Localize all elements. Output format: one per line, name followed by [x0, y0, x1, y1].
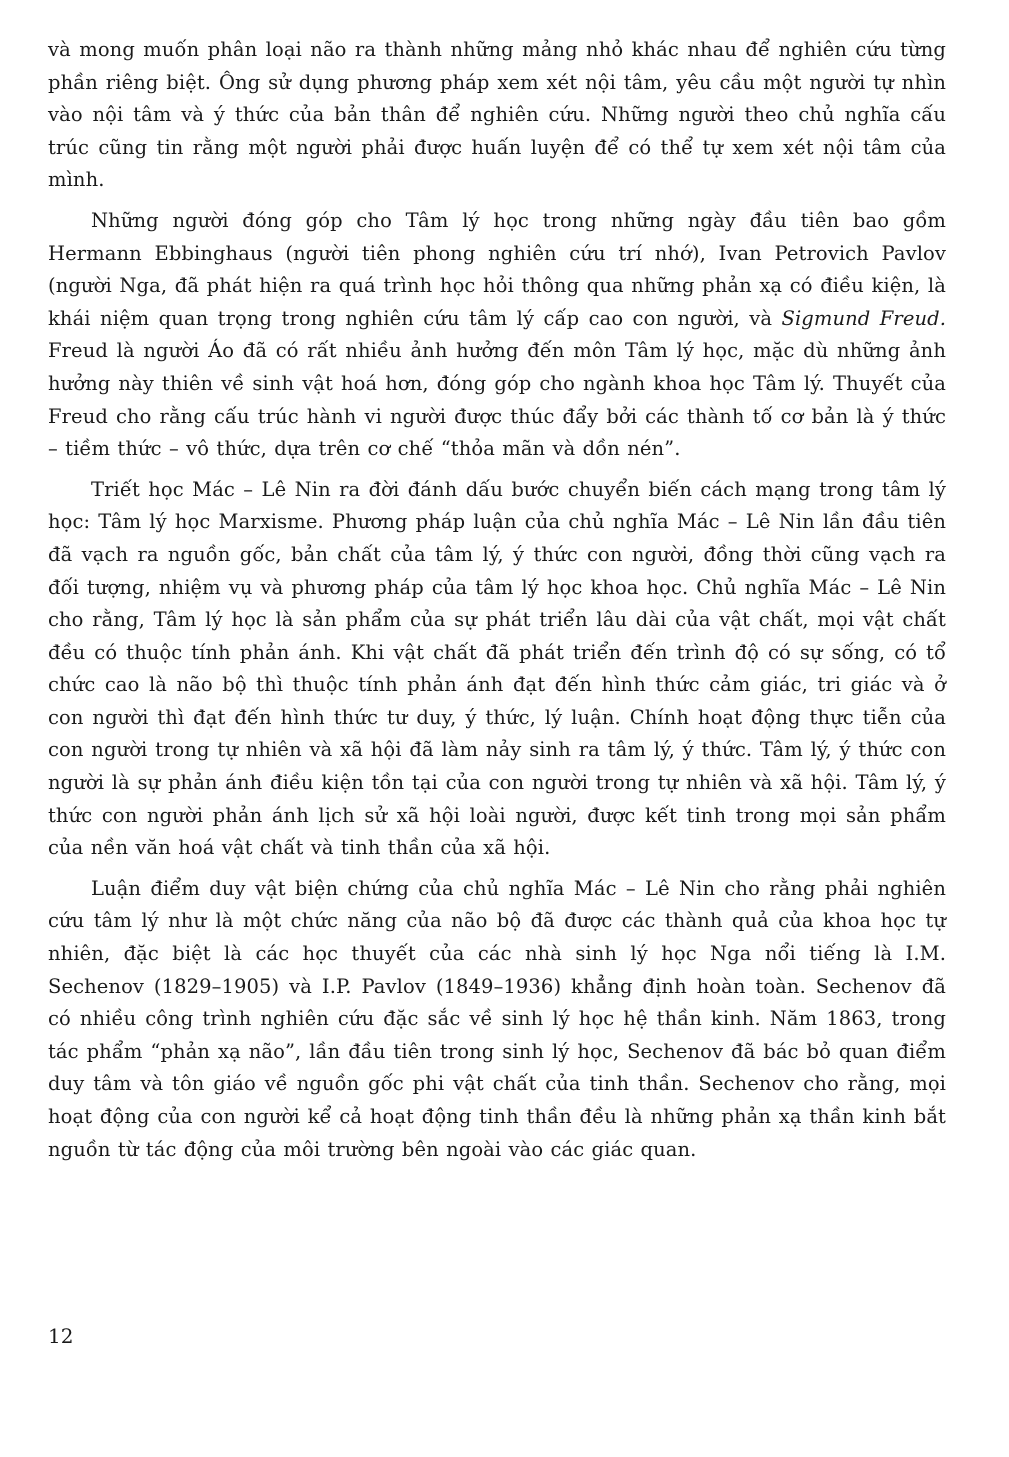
page-body	[48, 34, 946, 1166]
paragraph-2-italic-name: Sigmund Freud.	[781, 306, 946, 330]
paragraph-1-text: và mong muốn phân loại não ra thành những mảng nhỏ khác nhau để nghiên cứu từng phần riêng biệt. Ông sử dụng phương pháp xem xét nội tâm, yêu cầu một người tự nhìn vào nội tâm và ý thức của bản thân để nghiên cứu. Những người theo chủ nghĩa cấu trúc cũng tin rằng một người phải được huấn luyện để có thể tự xem xét nội tâm của mình.	[48, 38, 946, 192]
paragraph-2-text-a: Những người đóng góp cho Tâm lý học trong những ngày đầu tiên bao gồm Hermann Ebbinghaus (người tiên phong nghiên cứu trí nhớ), Ivan Petrovich Pavlov (người Nga, đã phát hiện ra quá trình học hỏi thông qua những phản xạ có điều kiện, là khái niệm quan trọng trong nghiên cứu tâm lý cấp cao con người, và	[48, 208, 946, 330]
paragraph-1	[48, 34, 946, 197]
paragraph-3	[48, 474, 946, 865]
paragraph-4	[48, 873, 946, 1166]
paragraph-2	[48, 205, 946, 466]
paragraph-4-text: Luận điểm duy vật biện chứng của chủ nghĩa Mác – Lê Nin cho rằng phải nghiên cứu tâm lý như là một chức năng của não bộ đã được các thành quả của khoa học tự nhiên, đặc biệt là các học thuyết của các nhà sinh lý học Nga nổi tiếng là I.M. Sechenov (1829–1905) và I.P. Pavlov (1849–1936) khẳng định hoàn toàn. Sechenov đã có nhiều công trình nghiên cứu đặc sắc về sinh lý học hệ thần kinh. Năm 1863, trong tác phẩm “phản xạ não”, lần đầu tiên trong sinh lý học, Sechenov đã bác bỏ quan điểm duy tâm và tôn giáo về nguồn gốc phi vật chất của tinh thần. Sechenov cho rằng, mọi hoạt động của con người kể cả hoạt động tinh thần đều là những phản xạ thần kinh bắt nguồn từ tác động của môi trường bên ngoài vào các giác quan.	[48, 876, 946, 1161]
page-number: 12	[48, 1324, 74, 1348]
paragraph-3-text: Triết học Mác – Lê Nin ra đời đánh dấu bước chuyển biến cách mạng trong tâm lý học: Tâm lý học Marxisme. Phương pháp luận của chủ nghĩa Mác – Lê Nin lần đầu tiên đã vạch ra nguồn gốc, bản chất của tâm lý, ý thức con người, đồng thời cũng vạch ra đối tượng, nhiệm vụ và phương pháp của tâm lý học khoa học. Chủ nghĩa Mác – Lê Nin cho rằng, Tâm lý học là sản phẩm của sự phát triển lâu dài của vật chất, mọi vật chất đều có thuộc tính phản ánh. Khi vật chất đã phát triển đến trình độ có sự sống, có tổ chức cao là não bộ thì thuộc tính phản ánh đạt đến hình thức cảm giác, tri giác và ở con người thì đạt đến hình thức tư duy, ý thức, lý luận. Chính hoạt động thực tiễn của con người trong tự nhiên và xã hội đã làm nảy sinh ra tâm lý, ý thức. Tâm lý, ý thức con người là sự phản ánh điều kiện tồn tại của con người trong tự nhiên và xã hội. Tâm lý, ý thức con người phản ánh lịch sử xã hội loài người, được kết tinh trong mọi sản phẩm của nền văn hoá vật chất và tinh thần của xã hội.	[48, 477, 946, 860]
paragraph-2-text-b: Freud là người Áo đã có rất nhiều ảnh hưởng đến môn Tâm lý học, mặc dù những ảnh hưởng này thiên về sinh vật hoá hơn, đóng góp cho ngành khoa học Tâm lý. Thuyết của Freud cho rằng cấu trúc hành vi người được thúc đẩy bởi các thành tố cơ bản là ý thức – tiềm thức – vô thức, dựa trên cơ chế “thỏa mãn và dồn nén”.	[48, 339, 946, 461]
